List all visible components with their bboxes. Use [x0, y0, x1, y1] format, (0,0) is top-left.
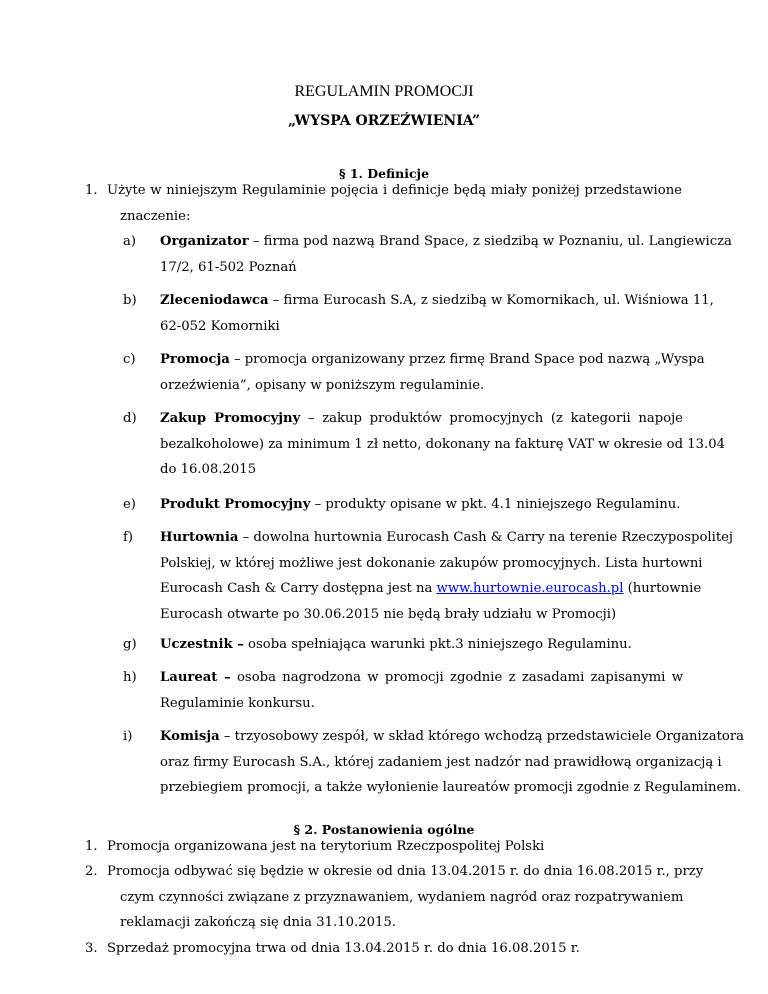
list-number: 1. — [85, 839, 98, 854]
list-letter: h) — [123, 670, 137, 685]
intro-line-2: znaczenie: — [120, 208, 191, 224]
definition-item-d — [123, 406, 725, 483]
definition-term: Promocja — [160, 352, 230, 367]
definition-item-a — [123, 229, 732, 280]
list-letter: c) — [123, 352, 136, 367]
definition-text: – zakup produktów promocyjnych (z kategorii napoje — [300, 411, 683, 426]
definition-item-i — [123, 724, 744, 801]
item-text: Promocja organizowana jest na terytorium Rzeczpospolitej Polski — [107, 839, 545, 854]
definition-text: osoba nagrodzona w promocji zgodnie z zasadami zapisanymi w — [230, 670, 683, 685]
definition-text: przebiegiem promocji, a także wyłonienie laureatów promocji zgodnie z Regulaminem. — [160, 780, 742, 795]
definition-text: bezalkoholowe) za minimum 1 zł netto, dokonany na fakturę VAT w okresie od 13.04 — [160, 436, 725, 452]
section-1-intro — [85, 178, 682, 229]
list-letter: g) — [123, 637, 137, 652]
list-letter: b) — [123, 293, 137, 308]
list-number: 2. — [85, 864, 98, 879]
definition-item-c — [123, 347, 705, 398]
list-letter: f) — [123, 530, 134, 545]
definition-text: orzeźwienia”, opisany w poniższym regulaminie. — [160, 377, 485, 393]
definition-text: – firma pod nazwą Brand Space, z siedzibą w Poznaniu, ul. Langiewicza — [248, 234, 732, 249]
section-2-item-3 — [85, 936, 682, 962]
definition-text: oraz firmy Eurocash S.A., której zadaniem jest nadzór nad prawidłową organizacją i — [160, 754, 722, 770]
definition-item-h — [123, 665, 683, 716]
document-title: REGULAMIN PROMOCJI — [294, 83, 474, 100]
definition-text: – promocja organizowany przez firmę Brand Space pod nazwą „Wyspa — [229, 352, 705, 367]
item-text: Promocja odbywać się będzie w okresie od dnia 13.04.2015 r. do dnia 16.08.2015 r., przy — [107, 864, 704, 879]
definition-term: Laureat – — [160, 670, 231, 685]
definition-term: Zleceniodawca — [160, 293, 269, 308]
list-letter: d) — [123, 411, 137, 426]
document-subtitle: „WYSPA ORZEŹWIENIA” — [287, 113, 481, 129]
definition-term: Organizator — [160, 234, 249, 249]
section-2-item-2 — [85, 859, 704, 936]
section-2-item-1 — [85, 834, 682, 860]
definition-term: Uczestnik – — [160, 637, 244, 652]
definition-text: Regulaminie konkursu. — [160, 695, 315, 711]
definition-text: do 16.08.2015 — [160, 462, 257, 477]
list-number: 3. — [85, 941, 98, 956]
list-letter: e) — [123, 497, 136, 512]
definition-text: osoba spełniająca warunki pkt.3 niniejszego Regulaminu. — [243, 637, 632, 652]
definition-item-b — [123, 288, 714, 339]
definition-text: (hurtownie — [623, 581, 702, 596]
definition-text: 17/2, 61-502 Poznań — [160, 259, 297, 275]
definition-text: – dowolna hurtownia Eurocash Cash & Carry na terenie Rzeczypospolitej — [238, 530, 734, 545]
list-letter: i) — [123, 729, 133, 744]
definition-term: Komisja — [160, 729, 220, 744]
item-text: Sprzedaż promocyjna trwa od dnia 13.04.2015 r. do dnia 16.08.2015 r. — [107, 941, 580, 956]
section-2-heading: § 2. Postanowienia ogólne — [293, 822, 475, 837]
definition-item-g — [123, 632, 683, 658]
definition-text: Eurocash otwarte po 30.06.2015 nie będą brały udziału w Promocji) — [160, 606, 617, 622]
definition-text: Eurocash Cash & Carry dostępna jest na — [160, 581, 437, 596]
definition-text: – produkty opisane w pkt. 4.1 niniejszego Regulaminu. — [310, 497, 681, 512]
list-letter: a) — [123, 234, 137, 249]
section-1-heading: § 1. Definicje — [338, 166, 430, 181]
definition-term: Produkt Promocyjny — [160, 497, 311, 512]
definition-term: Zakup Promocyjny — [160, 411, 301, 426]
definition-text: – trzyosobowy zespół, w skład którego wchodzą przedstawiciele Organizatora — [219, 729, 744, 744]
definition-text: Polskiej, w której możliwe jest dokonanie zakupów promocyjnych. Lista hurtowni — [160, 555, 703, 571]
definition-item-e — [123, 492, 683, 518]
definition-text: 62-052 Komorniki — [160, 318, 280, 334]
wholesale-list-link[interactable]: www.hurtownie.eurocash.pl — [436, 581, 624, 596]
definition-text: – firma Eurocash S.A, z siedzibą w Komornikach, ul. Wiśniowa 11, — [268, 293, 714, 308]
item-text: czym czynności związane z przyznawaniem, wydaniem nagród oraz rozpatrywaniem — [120, 889, 684, 905]
definition-item-f — [123, 525, 734, 627]
definition-term: Hurtownia — [160, 530, 239, 545]
list-number: 1. — [85, 183, 98, 198]
intro-line-1: Użyte w niniejszym Regulaminie pojęcia i definicje będą miały poniżej przedstawione — [107, 183, 682, 198]
item-text: reklamacji zakończą się dnia 31.10.2015. — [120, 915, 396, 930]
